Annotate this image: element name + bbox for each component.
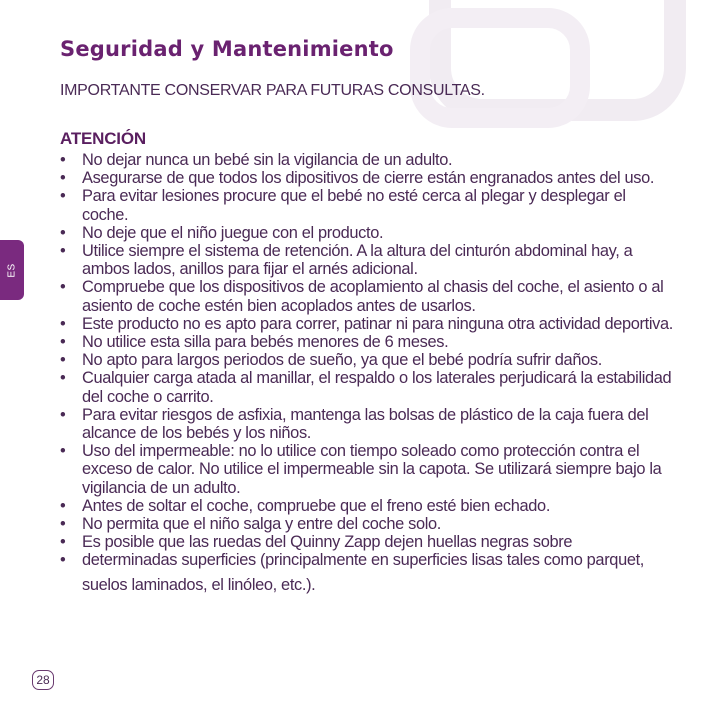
warning-item (60, 278, 675, 314)
warning-text: Uso del impermeable: no lo utilice con tiempo soleado como protección contra el exceso de calor. No utilice el impermeable sin la capota. Se utilizará siempre bajo la vigilancia de un adulto. (82, 442, 662, 497)
warning-text: Para evitar riesgos de asfixia, mantenga las bolsas de plástico de la caja fuera del alcance de los bebés y los niños. (82, 405, 649, 443)
warning-text: No apto para largos periodos de sueño, ya que el bebé podría sufrir daños. (82, 351, 602, 370)
bullet-icon: • (60, 333, 66, 352)
page-title: Seguridad y Mantenimiento (60, 37, 394, 61)
warning-item (60, 351, 675, 369)
warning-item (60, 333, 675, 351)
bullet-icon: • (60, 169, 66, 188)
bullet-icon: • (60, 551, 66, 570)
warning-text: Este producto no es apto para correr, patinar ni para ninguna otra actividad deportiva. (82, 314, 673, 333)
warning-text: No deje que el niño juegue con el producto. (82, 223, 384, 242)
language-tab (0, 240, 24, 300)
bullet-icon: • (60, 442, 66, 461)
warning-text: Para evitar lesiones procure que el bebé no esté cerca al plegar y desplegar el coche. (82, 187, 626, 224)
warning-item (60, 151, 675, 169)
bullet-icon: • (60, 515, 66, 534)
warning-item (60, 242, 675, 278)
language-tab-label: ES (6, 262, 18, 278)
warning-item (60, 515, 675, 533)
warning-text: Es posible que las ruedas del Quinny Zapp dejen huellas negras sobre (82, 533, 573, 552)
bullet-icon: • (60, 223, 66, 242)
bullet-icon: • (60, 369, 66, 388)
warning-heading: ATENCIÓN (60, 129, 146, 148)
warning-item (60, 548, 675, 598)
warning-list (60, 151, 675, 598)
bullet-icon: • (60, 405, 66, 424)
warning-text: Asegurarse de que todos los dipositivos de cierre están engranados antes del uso. (82, 169, 655, 188)
warning-item (60, 497, 675, 515)
bullet-icon: • (60, 278, 66, 297)
warning-text: Utilice siempre el sistema de retención. A la altura del cinturón abdominal hay, a ambos lados, anillos para fijar el arnés adicional. (82, 242, 633, 279)
warning-text: No utilice esta silla para bebés menores de 6 meses. (82, 333, 449, 352)
warning-item (60, 187, 675, 223)
bullet-icon: • (60, 533, 66, 552)
warning-item (60, 315, 675, 333)
warning-text: Cualquier carga atada al manillar, el respaldo o los laterales perjudicará la estabilidad del coche o carrito. (82, 369, 672, 406)
bullet-icon: • (60, 242, 66, 261)
important-note: IMPORTANTE CONSERVAR PARA FUTURAS CONSULTAS. (60, 82, 485, 99)
warning-item (60, 369, 675, 405)
bullet-icon: • (60, 496, 66, 515)
warning-item (60, 224, 675, 242)
warning-item (60, 442, 675, 497)
bullet-icon: • (60, 351, 66, 370)
warning-text: No dejar nunca un bebé sin la vigilancia de un adulto. (82, 151, 453, 169)
warning-text: No permita que el niño salga y entre del coche solo. (82, 515, 442, 534)
warning-item (60, 406, 675, 442)
warning-item (60, 169, 675, 187)
bullet-icon: • (60, 151, 66, 169)
warning-text: Antes de soltar el coche, compruebe que el freno esté bien echado. (82, 496, 551, 515)
bullet-icon: • (60, 314, 66, 333)
warning-text: determinadas superficies (principalmente en superficies lisas tales como parquet, suelos laminados, el linóleo, etc.). (82, 551, 645, 595)
warning-text: Compruebe que los dispositivos de acoplamiento al chasis del coche, el asiento o al asiento de coche estén bien acoplados antes de usarlos. (82, 278, 664, 315)
page-number: 28 (32, 670, 54, 690)
bullet-icon: • (60, 187, 66, 206)
